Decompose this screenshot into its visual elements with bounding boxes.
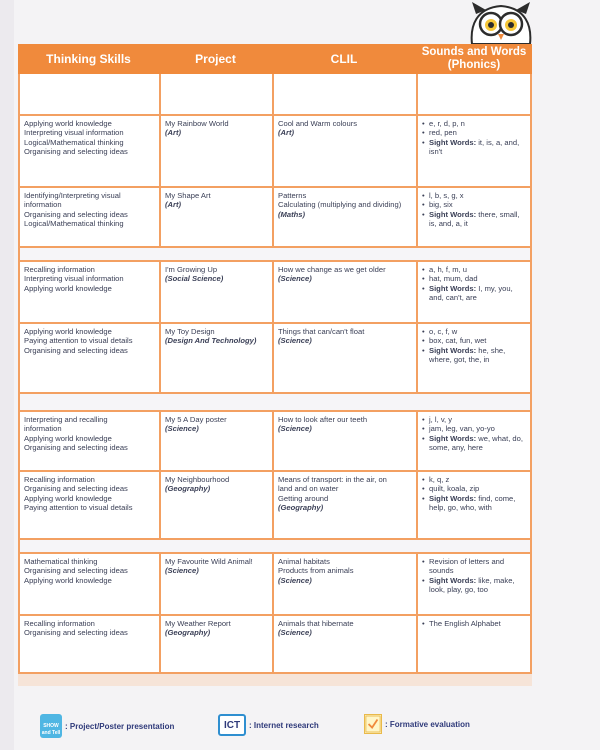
skill-item: information — [24, 200, 62, 210]
skill-item: Applying world knowledge — [24, 433, 112, 443]
skill-item: Recalling information — [24, 265, 95, 274]
project-category: (Social Science) — [165, 274, 224, 284]
legend-show-and-tell — [40, 714, 174, 738]
phonics-item: • Revision of letters and sounds — [422, 557, 526, 576]
ict-icon: ICT — [218, 714, 246, 736]
clil-topic: How we change as we get older — [278, 265, 386, 274]
skill-item: Applying world knowledge — [24, 283, 112, 293]
phonics-item: • quilt, koala, zip — [422, 484, 526, 493]
sight-words: we, what, do, some, any, here — [429, 433, 523, 453]
sight-words-label: Sight Words: — [429, 345, 477, 355]
sight-words-item — [422, 576, 526, 595]
sight-words-item — [422, 494, 526, 513]
skill-item: Logical/Mathematical thinking — [24, 219, 124, 229]
skill-item: Organising and selecting ideas — [24, 345, 128, 355]
project-title: I'm Growing Up — [165, 265, 218, 274]
skill-item: Logical/Mathematical thinking — [24, 137, 124, 147]
phonics-cell — [418, 472, 530, 538]
legend-evaluation — [364, 714, 470, 734]
phonics-item: • red, pen — [422, 128, 526, 137]
show-icon-sublabel: and Tell — [41, 730, 61, 736]
legend — [0, 700, 600, 750]
table-row — [20, 262, 530, 324]
skill-item: Mathematical thinking — [24, 557, 98, 566]
project-title: My Shape Art — [165, 191, 211, 200]
phonics-item: • j, l, v, y — [422, 415, 526, 424]
clil-category: (Science) — [278, 336, 312, 346]
project-title: My Weather Report — [165, 619, 231, 628]
clil-category: (Maths) — [278, 209, 305, 219]
phonics-cell — [418, 116, 530, 186]
clil-cell — [274, 412, 418, 470]
legend-show-text: : Project/Poster presentation — [65, 721, 175, 731]
unit-separator — [20, 394, 530, 412]
skill-item: Organising and selecting ideas — [24, 209, 128, 219]
thinking-skills-cell — [20, 472, 161, 538]
sight-words: there, small, is, and, a, it — [429, 209, 520, 229]
phonics-item: • o, c, f, w — [422, 327, 526, 336]
skill-item: Organising and selecting ideas — [24, 147, 128, 157]
clil-topic: Things that can/can't float — [278, 327, 365, 336]
syllabus-table — [18, 74, 532, 674]
sight-words-item — [422, 434, 526, 453]
legend-ict — [218, 714, 319, 736]
skill-item: Applying world knowledge — [24, 119, 112, 128]
clil-category: (Science) — [278, 424, 312, 434]
clil-cell — [274, 116, 418, 186]
sight-words-item — [422, 346, 526, 365]
phonics-item: • box, cat, fun, wet — [422, 336, 526, 345]
project-category: (Science) — [165, 566, 199, 576]
phonics-cell — [418, 188, 530, 246]
project-title: My 5 A Day poster — [165, 415, 227, 424]
table-footer-band — [18, 674, 532, 686]
phonics-cell — [418, 262, 530, 322]
unit-separator — [20, 248, 530, 262]
header-sounds-line1: Sounds and Words — [421, 46, 527, 58]
skill-item: Organising and selecting ideas — [24, 443, 128, 453]
clil-category: (Geography) — [278, 503, 324, 513]
phonics-item: • big, six — [422, 200, 526, 209]
project-category: (Geography) — [165, 628, 211, 638]
header-sounds-line2: (Phonics) — [447, 59, 501, 71]
sight-words: it, is, a, and, isn't — [429, 137, 520, 157]
clil-category: (Science) — [278, 274, 312, 284]
sight-words-label: Sight Words: — [429, 209, 477, 219]
table-row — [20, 412, 530, 472]
sight-words-label: Sight Words: — [429, 283, 477, 293]
empty-row — [20, 74, 530, 116]
skill-item: Recalling information — [24, 619, 95, 628]
table-row — [20, 188, 530, 248]
project-cell — [161, 472, 274, 538]
unit-separator — [20, 540, 530, 554]
project-title: My Toy Design — [165, 327, 215, 336]
skill-item: Interpreting visual information — [24, 128, 124, 138]
thinking-skills-cell — [20, 554, 161, 614]
clil-category: (Science) — [278, 575, 312, 585]
sight-words: I, my, you, and, can't, are — [429, 283, 513, 303]
sight-words-label: Sight Words: — [429, 137, 477, 147]
project-category: (Art) — [165, 200, 182, 210]
skill-item: Organising and selecting ideas — [24, 566, 128, 576]
table-row — [20, 324, 530, 394]
project-title: My Favourite Wild Animal! — [165, 557, 253, 566]
sight-words: find, come, help, go, who, with — [429, 493, 516, 513]
header-clil: CLIL — [330, 51, 358, 66]
project-title: My Rainbow World — [165, 119, 229, 128]
phonics-item: • jam, leg, van, yo-yo — [422, 424, 526, 433]
formative-evaluation-icon — [364, 714, 382, 734]
show-icon-label: SHOW — [43, 723, 59, 729]
thinking-skills-cell — [20, 116, 161, 186]
skill-item: Organising and selecting ideas — [24, 628, 128, 638]
owl-mascot-icon — [466, 0, 536, 44]
project-cell — [161, 616, 274, 672]
skill-item: Organising and selecting ideas — [24, 484, 128, 494]
clil-topic: Animals that hibernate — [278, 619, 354, 628]
phonics-item: • e, r, d, p, n — [422, 119, 526, 128]
project-cell — [161, 188, 274, 246]
sight-words-label: Sight Words: — [429, 433, 477, 443]
project-title: My Neighbourhood — [165, 475, 230, 484]
thinking-skills-cell — [20, 262, 161, 322]
clil-cell — [274, 262, 418, 322]
phonics-cell — [418, 616, 530, 672]
sight-words-label: Sight Words: — [429, 575, 477, 585]
sight-words: like, make, look, play, go, too — [429, 575, 515, 595]
table-row — [20, 616, 530, 674]
clil-category: (Art) — [278, 128, 295, 138]
legend-eval-text: : Formative evaluation — [385, 719, 470, 729]
skill-item: information — [24, 424, 62, 434]
thinking-skills-cell — [20, 412, 161, 470]
project-category: (Design And Technology) — [165, 336, 257, 346]
project-category: (Art) — [165, 128, 182, 138]
clil-cell — [274, 554, 418, 614]
skill-item: Recalling information — [24, 475, 95, 484]
phonics-cell — [418, 554, 530, 614]
clil-cell — [274, 188, 418, 246]
clil-cell — [274, 324, 418, 392]
project-cell — [161, 554, 274, 614]
sight-words-item — [422, 210, 526, 229]
table-row — [20, 116, 530, 188]
phonics-cell — [418, 324, 530, 392]
table-header — [18, 44, 532, 74]
thinking-skills-cell — [20, 188, 161, 246]
skill-item: Identifying/Interpreting visual — [24, 191, 121, 200]
thinking-skills-cell — [20, 616, 161, 672]
project-cell — [161, 262, 274, 322]
skill-item: Interpreting and recalling — [24, 415, 108, 424]
clil-topic: land and on water — [278, 484, 339, 494]
skill-item: Applying world knowledge — [24, 575, 112, 585]
sight-words: he, she, where, got, the, in — [429, 345, 506, 365]
table-row — [20, 554, 530, 616]
header-project: Project — [195, 51, 236, 66]
clil-topic: Animal habitats — [278, 557, 330, 566]
header-sounds-and-words — [416, 44, 532, 74]
skill-item: Applying world knowledge — [24, 327, 112, 336]
skill-item: Interpreting visual information — [24, 274, 124, 284]
skill-item: Applying world knowledge — [24, 493, 112, 503]
phonics-item: • a, h, f, m, u — [422, 265, 526, 274]
sight-words-item — [422, 284, 526, 303]
sight-words-item — [422, 138, 526, 157]
clil-category: (Science) — [278, 628, 312, 638]
clil-topic: Products from animals — [278, 566, 354, 576]
clil-topic: Calculating (multiplying and dividing) — [278, 200, 402, 210]
project-cell — [161, 324, 274, 392]
show-and-tell-icon — [40, 714, 62, 738]
phonics-item: • l, b, s, g, x — [422, 191, 526, 200]
project-cell — [161, 412, 274, 470]
project-cell — [161, 116, 274, 186]
phonics-item: • The English Alphabet — [422, 619, 526, 628]
clil-topic: Getting around — [278, 493, 329, 503]
table-row — [20, 472, 530, 540]
page-edge — [0, 0, 14, 750]
clil-topic: Cool and Warm colours — [278, 119, 358, 128]
phonics-cell — [418, 412, 530, 470]
project-category: (Science) — [165, 424, 199, 434]
clil-cell — [274, 616, 418, 672]
thinking-skills-cell — [20, 324, 161, 392]
project-category: (Geography) — [165, 484, 211, 494]
sight-words-label: Sight Words: — [429, 493, 477, 503]
clil-topic: How to look after our teeth — [278, 415, 368, 424]
clil-topic: Means of transport: in the air, on — [278, 475, 387, 484]
skill-item: Paying attention to visual details — [24, 503, 133, 513]
skill-item: Paying attention to visual details — [24, 336, 133, 346]
legend-ict-text: : Internet research — [249, 720, 319, 730]
phonics-item: • hat, mum, dad — [422, 274, 526, 283]
header-thinking-skills: Thinking Skills — [46, 51, 131, 66]
phonics-item: • k, q, z — [422, 475, 526, 484]
clil-topic: Patterns — [278, 191, 307, 200]
clil-cell — [274, 472, 418, 538]
